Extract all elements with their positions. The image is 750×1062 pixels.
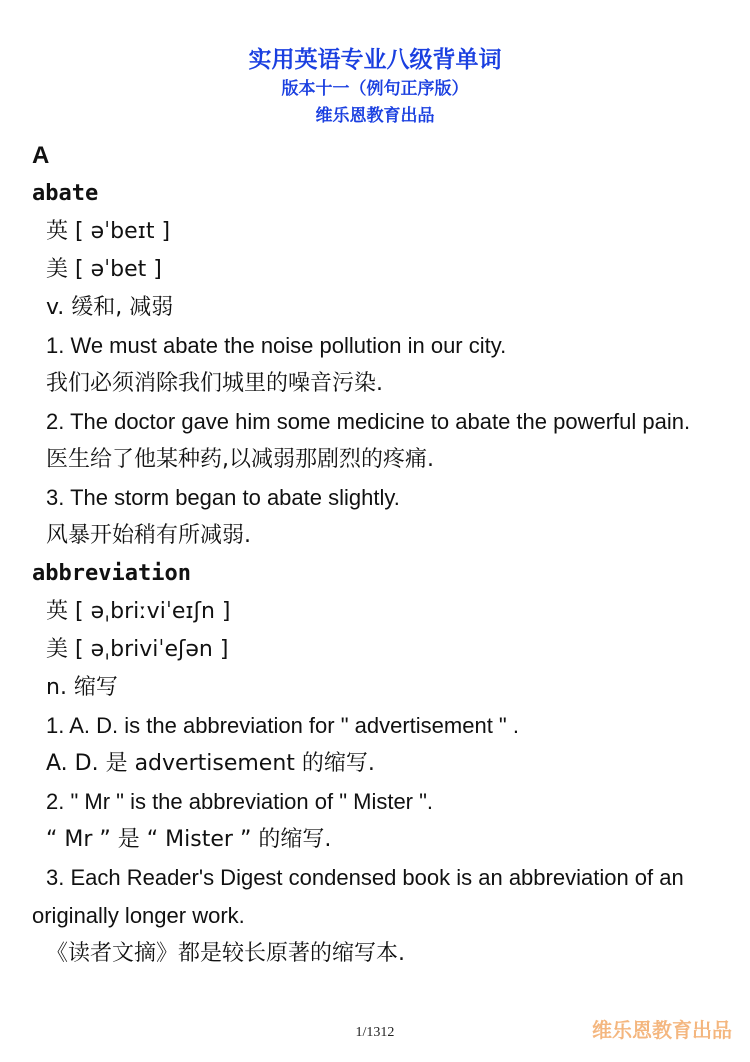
example-en: 3. Each Reader's Digest condensed book is an abbreviation of an originally longer work. (32, 865, 684, 928)
document-subtitle: 版本十一（例句正序版） (281, 79, 469, 99)
section-letter: A (32, 142, 50, 169)
uk-pronunciation: 英 [ əˈbeɪt ] (46, 219, 171, 244)
publisher-line: 维乐恩教育出品 (315, 106, 435, 126)
page-number: 1/1312 (355, 1025, 395, 1040)
document-title: 实用英语专业八级背单词 (248, 47, 502, 73)
part-of-speech-definition: v. 缓和, 减弱 (46, 295, 174, 320)
example-en: 2. " Mr " is the abbreviation of " Mister ". (46, 789, 434, 814)
example-en: 2. The doctor gave him some medicine to abate the powerful pain. (46, 409, 691, 434)
headword: abbreviation (32, 561, 191, 586)
example-cn: 风暴开始稍有所减弱. (46, 523, 251, 548)
document-header (0, 44, 750, 130)
example-cn: 《读者文摘》都是较长原著的缩写本. (46, 941, 405, 966)
example-en: 1. A. D. is the abbreviation for " advertisement " . (46, 713, 519, 738)
entry-abate (32, 175, 722, 555)
entry-abbreviation (32, 555, 722, 973)
example-cn: 医生给了他某种药,以减弱那剧烈的疼痛. (46, 447, 434, 472)
part-of-speech-definition: n. 缩写 (46, 675, 118, 700)
us-pronunciation: 美 [ əˈbet ] (46, 257, 162, 282)
example-en: 3. The storm began to abate slightly. (46, 485, 400, 510)
example-cn: 我们必须消除我们城里的噪音污染. (46, 371, 383, 396)
example-cn: A. D. 是 advertisement 的缩写. (46, 751, 375, 776)
us-pronunciation: 美 [ əˌbriviˈeʃən ] (46, 637, 229, 662)
vocabulary-content (32, 137, 722, 973)
example-cn: “ Mr ” 是 “ Mister ” 的缩写. (46, 827, 332, 852)
watermark-logo: 维乐恩教育出品 (592, 1018, 732, 1042)
example-en: 1. We must abate the noise pollution in our city. (46, 333, 507, 358)
uk-pronunciation: 英 [ əˌbriːviˈeɪʃn ] (46, 599, 231, 624)
headword: abate (32, 181, 99, 206)
